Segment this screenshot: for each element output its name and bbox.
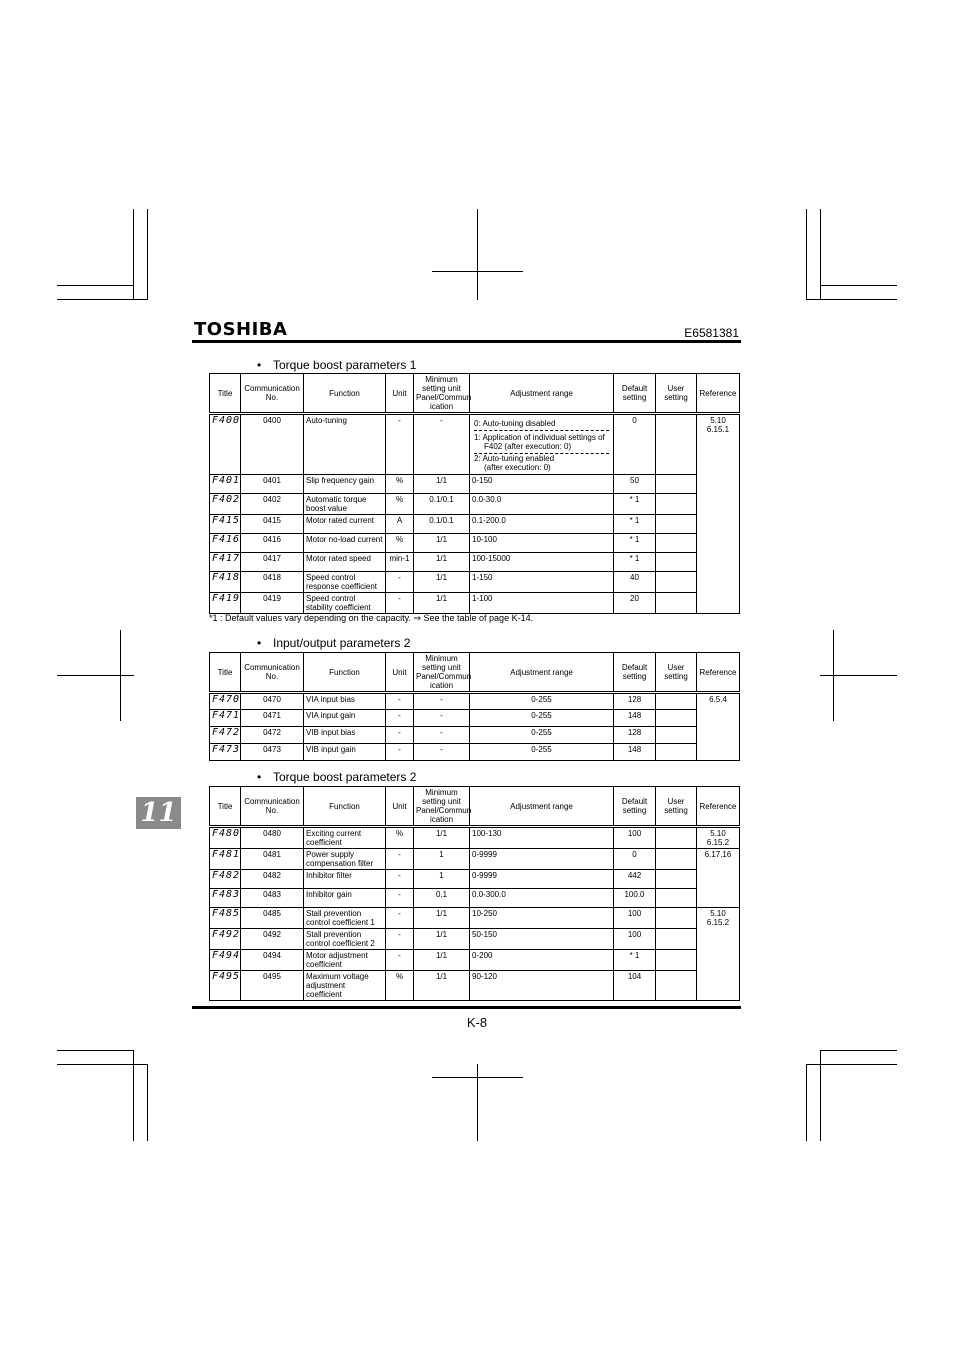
comm-no: 0415 xyxy=(241,515,304,534)
table-row xyxy=(210,494,740,515)
unit: % xyxy=(386,475,414,494)
crop-mark xyxy=(57,1064,148,1065)
column-header-line: Minimum xyxy=(425,788,458,797)
min-setting: 1/1 xyxy=(414,593,470,614)
comm-no: 0471 xyxy=(241,710,304,727)
function: VIB input bias xyxy=(304,727,386,744)
default-setting: 104 xyxy=(614,971,656,1001)
range-line: 2: Auto-tuning enabled xyxy=(474,454,555,463)
column-header: Title xyxy=(210,787,241,827)
range-line: F402 (after execution: 0) xyxy=(484,442,572,451)
comm-no: 0470 xyxy=(241,693,304,710)
crop-mark xyxy=(820,209,821,300)
default-setting: 100 xyxy=(614,827,656,849)
min-setting: 1/1 xyxy=(414,908,470,929)
column-header: Reference xyxy=(697,374,740,414)
table-row xyxy=(210,710,740,727)
param-title: F492 xyxy=(210,929,241,950)
default-setting: 442 xyxy=(614,870,656,889)
unit: % xyxy=(386,534,414,553)
param-title: F416 xyxy=(210,534,241,553)
comm-no: 0416 xyxy=(241,534,304,553)
reference-line: 6.17.16 xyxy=(704,850,732,859)
reference xyxy=(697,849,740,908)
comm-no: 0402 xyxy=(241,494,304,515)
header-rule xyxy=(192,340,741,343)
reference-line: 6.5.4 xyxy=(709,695,727,704)
user-setting xyxy=(656,593,697,614)
table-row xyxy=(210,849,740,870)
comm-no: 0417 xyxy=(241,553,304,572)
bullet-icon: • xyxy=(257,358,262,372)
adjustment-range: 0-255 xyxy=(470,710,614,727)
column-header: Adjustment range xyxy=(470,653,614,693)
table-row xyxy=(210,475,740,494)
column-header-min-setting xyxy=(414,374,470,414)
function: Inhibitor filter xyxy=(304,870,386,889)
center-mark xyxy=(57,675,134,676)
user-setting xyxy=(656,889,697,908)
column-header-line: ication xyxy=(429,815,454,824)
comm-no: 0481 xyxy=(241,849,304,870)
unit: % xyxy=(386,827,414,849)
adjustment-range: 1-150 xyxy=(470,572,614,593)
unit: - xyxy=(386,950,414,971)
param-title: F471 xyxy=(210,710,241,727)
default-setting: * 1 xyxy=(614,534,656,553)
min-setting: 0.1 xyxy=(414,889,470,908)
section-heading: • Torque boost parameters 1 xyxy=(257,358,417,372)
column-header: Default setting xyxy=(614,374,656,414)
function: Inhibitor gain xyxy=(304,889,386,908)
column-header-line: Minimum xyxy=(425,375,458,384)
unit: - xyxy=(386,870,414,889)
section-heading: • Torque boost parameters 2 xyxy=(257,770,417,784)
comm-no: 0401 xyxy=(241,475,304,494)
crop-mark xyxy=(806,1064,807,1141)
range-option xyxy=(474,431,609,454)
column-header-line: ication xyxy=(429,681,454,690)
section-heading: • Input/output parameters 2 xyxy=(257,636,411,650)
column-header: Title xyxy=(210,653,241,693)
adjustment-range: 0.0-300.0 xyxy=(470,889,614,908)
function: Speed control stability coefficient xyxy=(304,593,386,614)
document-number: E6581381 xyxy=(684,326,739,340)
column-header-line: setting unit xyxy=(422,797,461,806)
comm-no: 0485 xyxy=(241,908,304,929)
default-setting: 128 xyxy=(614,693,656,710)
column-header-line: Panel/Commun xyxy=(416,806,472,815)
unit: - xyxy=(386,710,414,727)
default-setting: 0 xyxy=(614,414,656,475)
bullet-icon: • xyxy=(257,636,262,650)
param-title: F494 xyxy=(210,950,241,971)
default-setting: 40 xyxy=(614,572,656,593)
parameter-table xyxy=(209,652,740,761)
comm-no: 0483 xyxy=(241,889,304,908)
param-title: F417 xyxy=(210,553,241,572)
user-setting xyxy=(656,827,697,849)
adjustment-range: 0-255 xyxy=(470,727,614,744)
column-header: Title xyxy=(210,374,241,414)
crop-mark xyxy=(133,209,134,300)
user-setting xyxy=(656,908,697,929)
function: Slip frequency gain xyxy=(304,475,386,494)
crop-mark xyxy=(57,299,148,300)
footer-rule xyxy=(192,1006,741,1009)
adjustment-range: 0-200 xyxy=(470,950,614,971)
min-setting: 1/1 xyxy=(414,553,470,572)
user-setting xyxy=(656,870,697,889)
adjustment-range: 0-150 xyxy=(470,475,614,494)
table-row xyxy=(210,593,740,614)
unit: - xyxy=(386,593,414,614)
unit: A xyxy=(386,515,414,534)
column-header: Adjustment range xyxy=(470,374,614,414)
adjustment-range: 100-130 xyxy=(470,827,614,849)
crop-mark xyxy=(57,285,134,286)
range-line: 0: Auto-tuning disabled xyxy=(474,419,556,428)
center-mark xyxy=(432,271,523,272)
comm-no: 0482 xyxy=(241,870,304,889)
unit: - xyxy=(386,744,414,761)
comm-no: 0419 xyxy=(241,593,304,614)
table-row xyxy=(210,414,740,475)
comm-no: 0473 xyxy=(241,744,304,761)
column-header-line: ication xyxy=(429,402,454,411)
crop-mark xyxy=(806,1064,897,1065)
table-row xyxy=(210,744,740,761)
min-setting: 0.1/0.1 xyxy=(414,494,470,515)
unit: % xyxy=(386,494,414,515)
table-row xyxy=(210,908,740,929)
column-header-line: Panel/Commun xyxy=(416,672,472,681)
unit: - xyxy=(386,414,414,475)
param-title: F472 xyxy=(210,727,241,744)
bullet-icon: • xyxy=(257,770,262,784)
column-header: Function xyxy=(304,787,386,827)
param-title: F418 xyxy=(210,572,241,593)
column-header-min-setting xyxy=(414,653,470,693)
min-setting: 1/1 xyxy=(414,572,470,593)
reference-line: 5.10 xyxy=(710,416,726,425)
min-setting: 1/1 xyxy=(414,827,470,849)
crop-mark xyxy=(806,299,897,300)
crop-mark xyxy=(57,1050,134,1051)
param-title: F483 xyxy=(210,889,241,908)
table-row xyxy=(210,534,740,553)
user-setting xyxy=(656,710,697,727)
unit: - xyxy=(386,572,414,593)
unit: % xyxy=(386,971,414,1001)
table-row xyxy=(210,870,740,889)
default-setting: 148 xyxy=(614,710,656,727)
table-row xyxy=(210,827,740,849)
comm-no: 0472 xyxy=(241,727,304,744)
user-setting xyxy=(656,744,697,761)
default-setting: * 1 xyxy=(614,494,656,515)
min-setting: 1/1 xyxy=(414,929,470,950)
param-title: F401 xyxy=(210,475,241,494)
function: Motor adjustment coefficient xyxy=(304,950,386,971)
column-header: Adjustment range xyxy=(470,787,614,827)
min-setting: 1/1 xyxy=(414,475,470,494)
comm-no: 0492 xyxy=(241,929,304,950)
function: Motor rated speed xyxy=(304,553,386,572)
default-setting: 128 xyxy=(614,727,656,744)
min-setting: - xyxy=(414,744,470,761)
column-header-line: setting unit xyxy=(422,384,461,393)
unit: min-1 xyxy=(386,553,414,572)
param-title: F481 xyxy=(210,849,241,870)
user-setting xyxy=(656,494,697,515)
min-setting: 1/1 xyxy=(414,950,470,971)
reference-line: 6.15.2 xyxy=(706,838,730,847)
column-header: Communication No. xyxy=(241,374,304,414)
comm-no: 0495 xyxy=(241,971,304,1001)
function: Exciting current coefficient xyxy=(304,827,386,849)
column-header: Communication No. xyxy=(241,653,304,693)
reference-line: 5.10 xyxy=(710,829,726,838)
function: Automatic torque boost value xyxy=(304,494,386,515)
user-setting xyxy=(656,534,697,553)
user-setting xyxy=(656,515,697,534)
table-row xyxy=(210,515,740,534)
default-setting: 100 xyxy=(614,929,656,950)
default-setting: 148 xyxy=(614,744,656,761)
user-setting xyxy=(656,950,697,971)
min-setting: - xyxy=(414,727,470,744)
min-setting: 1 xyxy=(414,870,470,889)
comm-no: 0480 xyxy=(241,827,304,849)
param-title: F482 xyxy=(210,870,241,889)
chapter-tab: 11 xyxy=(136,797,181,829)
reference-line: 5.10 xyxy=(710,909,726,918)
reference xyxy=(697,908,740,1001)
param-title: F419 xyxy=(210,593,241,614)
user-setting xyxy=(656,929,697,950)
function: Motor no-load current xyxy=(304,534,386,553)
function: VIA input bias xyxy=(304,693,386,710)
function: VIB input gain xyxy=(304,744,386,761)
adjustment-range: 0-9999 xyxy=(470,870,614,889)
user-setting xyxy=(656,572,697,593)
user-setting xyxy=(656,849,697,870)
table-row xyxy=(210,553,740,572)
column-header: Reference xyxy=(697,787,740,827)
column-header-line: setting unit xyxy=(422,663,461,672)
crop-mark xyxy=(147,209,148,300)
param-title: F402 xyxy=(210,494,241,515)
unit: - xyxy=(386,849,414,870)
reference xyxy=(697,693,740,761)
range-line: 1: Application of individual settings of xyxy=(474,433,605,442)
default-setting: 50 xyxy=(614,475,656,494)
adjustment-range xyxy=(470,414,614,475)
param-title: F400 xyxy=(210,414,241,475)
column-header: Function xyxy=(304,374,386,414)
column-header: User setting xyxy=(656,787,697,827)
default-setting: 100 xyxy=(614,908,656,929)
unit: - xyxy=(386,908,414,929)
user-setting xyxy=(656,553,697,572)
comm-no: 0400 xyxy=(241,414,304,475)
center-mark xyxy=(432,1077,523,1078)
default-setting: 100.0 xyxy=(614,889,656,908)
range-line: (after execution: 0) xyxy=(484,463,551,472)
footnote: *1 : Default values vary depending on the capacity. ⇒ See the table of page K-14. xyxy=(209,613,534,623)
parameter-table xyxy=(209,786,740,1001)
user-setting xyxy=(656,475,697,494)
column-header: Communication No. xyxy=(241,787,304,827)
min-setting: 0.1/0.1 xyxy=(414,515,470,534)
function: Power supply compensation filter xyxy=(304,849,386,870)
function: Motor rated current xyxy=(304,515,386,534)
range-option xyxy=(474,417,609,431)
adjustment-range: 90-120 xyxy=(470,971,614,1001)
user-setting xyxy=(656,727,697,744)
min-setting: - xyxy=(414,414,470,475)
adjustment-range: 100-15000 xyxy=(470,553,614,572)
column-header: Default setting xyxy=(614,787,656,827)
adjustment-range: 50-150 xyxy=(470,929,614,950)
param-title: F480 xyxy=(210,827,241,849)
column-header: Function xyxy=(304,653,386,693)
unit: - xyxy=(386,693,414,710)
column-header: User setting xyxy=(656,653,697,693)
default-setting: 0 xyxy=(614,849,656,870)
unit: - xyxy=(386,889,414,908)
comm-no: 0494 xyxy=(241,950,304,971)
function: Stall prevention control coefficient 2 xyxy=(304,929,386,950)
adjustment-range: 0-255 xyxy=(470,693,614,710)
comm-no: 0418 xyxy=(241,572,304,593)
reference xyxy=(697,414,740,614)
user-setting xyxy=(656,414,697,475)
column-header-line: Panel/Commun xyxy=(416,393,472,402)
table-row xyxy=(210,693,740,710)
function: Maximum voltage adjustment coefficient xyxy=(304,971,386,1001)
unit: - xyxy=(386,929,414,950)
default-setting: * 1 xyxy=(614,553,656,572)
adjustment-range: 0.1-200.0 xyxy=(470,515,614,534)
table-row xyxy=(210,971,740,1001)
table-row xyxy=(210,889,740,908)
function: Speed control response coefficient xyxy=(304,572,386,593)
table-row xyxy=(210,950,740,971)
column-header: Unit xyxy=(386,653,414,693)
adjustment-range: 0.0-30.0 xyxy=(470,494,614,515)
default-setting: 20 xyxy=(614,593,656,614)
table-row xyxy=(210,929,740,950)
center-mark xyxy=(477,1064,478,1141)
min-setting: 1/1 xyxy=(414,971,470,1001)
column-header: Reference xyxy=(697,653,740,693)
column-header: User setting xyxy=(656,374,697,414)
reference xyxy=(697,827,740,849)
crop-mark xyxy=(820,285,897,286)
adjustment-range: 0-9999 xyxy=(470,849,614,870)
param-title: F495 xyxy=(210,971,241,1001)
column-header: Unit xyxy=(386,787,414,827)
column-header: Unit xyxy=(386,374,414,414)
adjustment-range: 1-100 xyxy=(470,593,614,614)
column-header: Default setting xyxy=(614,653,656,693)
brand-logo: TOSHIBA xyxy=(194,319,288,340)
crop-mark xyxy=(806,209,807,300)
unit: - xyxy=(386,727,414,744)
center-mark xyxy=(820,675,897,676)
range-option xyxy=(474,454,609,472)
reference-line: 6.15.2 xyxy=(706,918,730,927)
column-header-line: Minimum xyxy=(425,654,458,663)
param-title: F473 xyxy=(210,744,241,761)
function: VIA input gain xyxy=(304,710,386,727)
min-setting: 1 xyxy=(414,849,470,870)
param-title: F415 xyxy=(210,515,241,534)
table-row xyxy=(210,727,740,744)
function: Stall prevention control coefficient 1 xyxy=(304,908,386,929)
center-mark xyxy=(477,209,478,300)
adjustment-range: 0-255 xyxy=(470,744,614,761)
min-setting: 1/1 xyxy=(414,534,470,553)
user-setting xyxy=(656,693,697,710)
reference-line: 6.15.1 xyxy=(706,425,730,434)
crop-mark xyxy=(147,1064,148,1141)
parameter-table xyxy=(209,373,740,614)
min-setting: - xyxy=(414,693,470,710)
param-title: F470 xyxy=(210,693,241,710)
adjustment-range: 10-100 xyxy=(470,534,614,553)
column-header-min-setting xyxy=(414,787,470,827)
min-setting: - xyxy=(414,710,470,727)
adjustment-range: 10-250 xyxy=(470,908,614,929)
default-setting: * 1 xyxy=(614,515,656,534)
param-title: F485 xyxy=(210,908,241,929)
crop-mark xyxy=(820,1050,897,1051)
page-number: K-8 xyxy=(466,1015,488,1030)
default-setting: * 1 xyxy=(614,950,656,971)
table-row xyxy=(210,572,740,593)
function: Auto-tuning xyxy=(304,414,386,475)
user-setting xyxy=(656,971,697,1001)
